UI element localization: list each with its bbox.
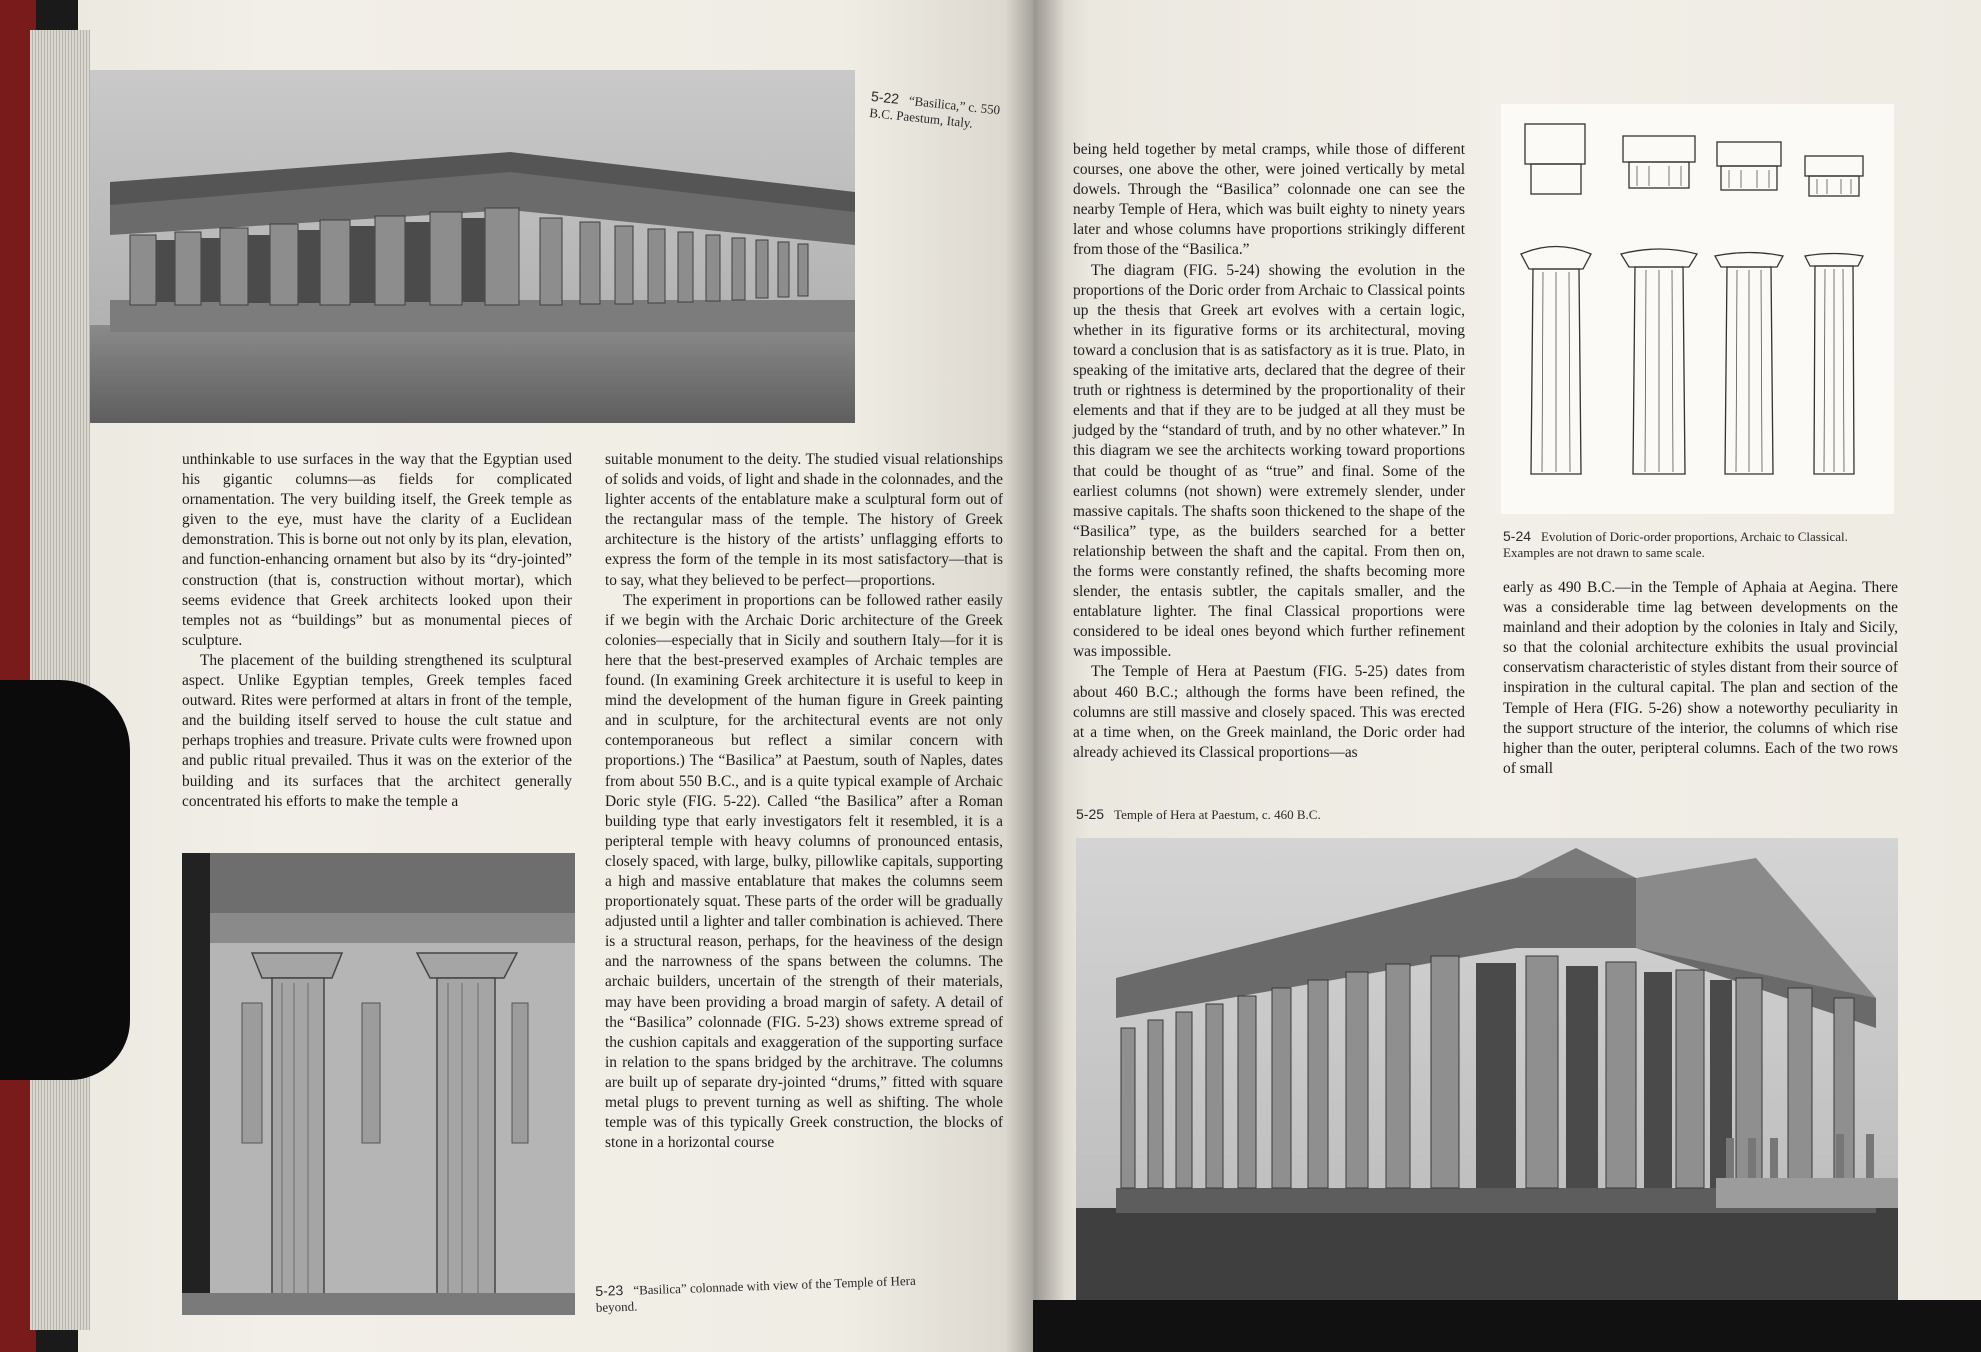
paragraph: unthinkable to use surfaces in the way that the Egyptian used his gigantic columns—as fields for complicated ornamentation. The very building itself, the Greek temple as given to the eye, must have the clarity of a Euclidean demonstration. This is borne out not only by its plan, elevation, and function-enhancing ornament but also by its “dry-jointed” construction (that is, construction without mortar), which seems evidence that Greek architects looked upon their temples not as “buildings” but as monumental pieces of sculpture. (182, 451, 572, 649)
paragraph: The placement of the building strengthened its sculptural aspect. Unlike Egyptian temples, Greek temples faced outward. Rites were performed at altars in front of the temple, and the building itself served to house the cult statue and perhaps trophies and treasure. Private cults were frowned upon and public ritual prevailed. Thus it was on the exterior of the building and its surfaces that the architect generally concentrated his efforts to make the temple a (182, 651, 572, 810)
caption-text: “Basilica,” c. 550 B.C. Paestum, Italy. (868, 92, 1001, 131)
caption-text: Evolution of Doric-order proportions, Archaic to Classical. Examples are not drawn to same scale. (1503, 529, 1848, 560)
caption-text: Temple of Hera at Paestum, c. 460 B.C. (1114, 807, 1321, 822)
figure-number: 5-22 (870, 88, 900, 107)
left-page-column-1 (182, 450, 572, 812)
paragraph: early as 490 B.C.—in the Temple of Aphaia at Aegina. There was a considerable time lag between developments on the mainland and their adoption by the colonies in Italy and Sicily, so that the colonial architecture exhibits the usual provincial conservatism characteristic of styles distant from their source of inspiration in the cultural capital. The plan and section of the Temple of Hera (FIG. 5-26) show a noteworthy peculiarity in the support structure of the interior, the columns of which rise higher than the outer, peripteral columns. Each of the two rows of small (1503, 579, 1898, 777)
paragraph: The experiment in proportions can be followed rather easily if we begin with the Archaic Doric architecture of the Greek colonies—especially that in Sicily and southern Italy—for it is here that the best-preserved examples of Archaic temples are found. (In examining Greek architecture it is useful to keep in mind the development of the human figure in Greek painting and in sculpture, for the architectural events are not only contemporaneous but reflect a similar concern with proportions.) The “Basilica” at Paestum, south of Naples, dates from about 550 B.C., and is a quite typical example of Archaic Doric style (FIG. 5-22). Called “the Basilica” after a Roman building type that early investigators felt it resembled, it is a peripteral temple with heavy columns of pronounced entasis, closely spaced, with large, bulky, pillowlike capitals, supporting a high and massive entablature that makes the columns seem proportionately squat. These parts of the order will be gradually adjusted until a lighter and taller combination is achieved. There is a structural reason, perhaps, for the heaviness of the design and the narrowness of the spans between the columns. The archaic builders, uncertain of the strength of their materials, may have been providing a broad margin of safety. A detail of the “Basilica” colonnade (FIG. 5-23) shows extreme spread of the cushion capitals and exaggeration of the supporting surface in relation to the spans bridged by the architrave. The columns are built up of separate dry-jointed “drums,” fitted with square metal plugs to prevent turning as well as shifting. The whole temple was of this typically Greek construction, the blocks of stone in a horizontal course (605, 591, 1003, 1152)
paragraph: The Temple of Hera at Paestum (FIG. 5-25) dates from about 460 B.C.; although the forms have been refined, the columns are still massive and closely spaced. This was erected at a time when, on the Greek mainland, the Doric order had already achieved its Classical proportions—as (1073, 663, 1465, 761)
paragraph: being held together by metal cramps, while those of different courses, one above the other, were joined vertically by metal dowels. Through the “Basilica” colonnade one can see the nearby Temple of Hera, which was built eighty to ninety years later and whose columns have proportions strikingly different from those of the “Basilica.” (1073, 141, 1465, 259)
book-gutter (1005, 0, 1065, 1352)
figure-5-24-caption (1503, 528, 1898, 561)
caption-text: “Basilica” colonnade with view of the Temple of Hera beyond. (595, 1272, 916, 1315)
figure-number: 5-23 (595, 1282, 624, 1299)
figure-5-25-caption (1076, 806, 1676, 823)
right-page-column-2 (1503, 578, 1898, 779)
background-below-page (1033, 1300, 1981, 1352)
figure-5-23-photo (182, 853, 575, 1315)
figure-5-25-photo (1076, 838, 1898, 1300)
figure-number: 5-24 (1503, 528, 1532, 544)
right-page-column-1 (1073, 140, 1465, 763)
figure-5-22-photo (90, 70, 855, 423)
left-page-column-2 (605, 450, 1003, 1153)
figure-5-24-diagram (1501, 104, 1894, 514)
paragraph: The diagram (FIG. 5-24) showing the evolution in the proportions of the Doric order from Archaic to Classical points up the thesis that Greek art evolves with a certain logic, whether in its figurative forms or its architectural, moving toward a conclusion that is as satisfactory as it is true. Plato, in speaking of the imitative arts, declared that the degree of their truth or rightness is determined by the proportionality of their elements and that if they are to be judged at all they must be judged by the “standard of truth, and by no other whatever.” In this diagram we see the architects working toward proportions that could be thought of as “true” and final. Some of the earliest columns (not shown) were extremely slender, under massive capitals. The shafts soon thickened to the shape of the “Basilica” type, as the builders searched for a better relationship between the shaft and the capital. From then on, the forms were constantly refined, the shafts becoming more slender, the entasis subtler, the capitals smaller, and the entablature lighter. The final Classical proportions were considered to be ideal ones beyond which further refinement was impossible. (1073, 261, 1465, 661)
reader-thumb (0, 680, 130, 1080)
figure-number: 5-25 (1076, 806, 1105, 822)
paragraph: suitable monument to the deity. The studied visual relationships of solids and voids, of light and shade in the colonnades, and the lighter accents of the entablature make a sculptural form out of the rectangular mass of the temple. The history of Greek architecture is the history of the artists’ unflagging efforts to express the form of the temple in its most satisfactory—that is to say, what they believed to be perfect—proportions. (605, 451, 1003, 589)
